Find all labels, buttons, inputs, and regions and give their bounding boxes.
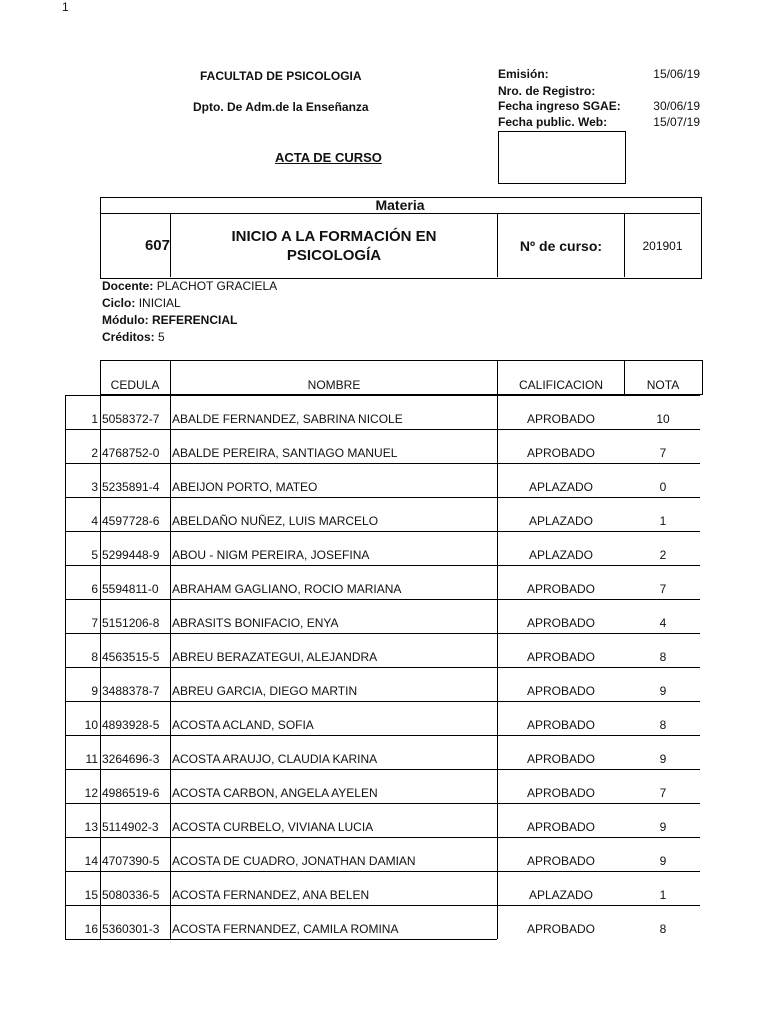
cedula-cell: 4563515-5	[102, 650, 160, 664]
row-border	[65, 565, 66, 599]
page-title: ACTA DE CURSO	[275, 150, 382, 165]
cedula-cell: 5080336-5	[102, 888, 160, 902]
nota-cell: 7	[659, 582, 667, 596]
nota-cell: 9	[659, 684, 667, 698]
calificacion-cell: APLAZADO	[528, 548, 594, 562]
nota-cell: 10	[656, 412, 670, 426]
nota-cell: 7	[659, 786, 667, 800]
nota-cell: 9	[659, 854, 667, 868]
cedula-cell: 5058372-7	[102, 412, 160, 426]
nombre-cell: ABEIJON PORTO, MATEO	[172, 480, 318, 494]
nota-cell: 1	[659, 514, 667, 528]
row-border	[65, 599, 700, 600]
nota-cell: 4	[659, 616, 667, 630]
nombre-cell: ABALDE FERNANDEZ, SABRINA NICOLE	[172, 412, 403, 426]
row-border	[100, 599, 101, 633]
nota-cell: 2	[659, 548, 667, 562]
materia-name-line2: PSICOLOGÍA	[286, 246, 382, 264]
nota-cell: 7	[659, 446, 667, 460]
row-border	[170, 463, 171, 497]
row-border	[100, 497, 101, 531]
row-border	[65, 939, 497, 940]
docente-label: Docente:	[102, 279, 154, 293]
emision-label: Emisión:	[498, 67, 549, 81]
calificacion-cell: APLAZADO	[528, 514, 594, 528]
row-number: 15	[84, 888, 98, 902]
nota-cell: 8	[659, 922, 667, 936]
cedula-cell: 5299448-9	[102, 548, 160, 562]
cedula-cell: 4986519-6	[102, 786, 160, 800]
cedula-cell: 5151206-8	[102, 616, 160, 630]
cedula-cell: 4597728-6	[102, 514, 160, 528]
nota-cell: 8	[659, 718, 667, 732]
ciclo-value: INICIAL	[138, 296, 181, 310]
row-border	[100, 871, 101, 905]
row-number: 13	[84, 820, 98, 834]
row-border	[65, 769, 66, 803]
row-border	[65, 871, 66, 905]
cedula-cell: 5594811-0	[102, 582, 159, 596]
row-border	[65, 905, 66, 939]
nombre-cell: ACOSTA ACLAND, SOFIA	[172, 718, 314, 732]
nombre-cell: ACOSTA FERNANDEZ, ANA BELEN	[172, 888, 370, 902]
row-border	[170, 871, 171, 905]
faculty-name: FACULTAD DE PSICOLOGIA	[200, 69, 362, 83]
modulo-line	[102, 313, 237, 327]
row-border	[65, 735, 66, 769]
calificacion-cell: APLAZADO	[528, 888, 594, 902]
cedula-cell: 5360301-3	[102, 922, 160, 936]
row-number: 2	[91, 446, 98, 460]
calificacion-cell: APROBADO	[526, 684, 595, 698]
row-border	[100, 395, 101, 429]
cedula-cell: 3488378-7	[102, 684, 160, 698]
row-border	[100, 837, 101, 871]
cedula-cell: 4893928-5	[102, 718, 160, 732]
curso-value: 201901	[642, 238, 683, 253]
row-border	[65, 395, 66, 429]
row-border	[100, 769, 101, 803]
calificacion-cell: APROBADO	[526, 786, 595, 800]
cedula-cell: 5235891-4	[102, 480, 160, 494]
ciclo-line	[102, 296, 181, 310]
materia-code: 607	[100, 214, 171, 277]
materia-name	[171, 214, 498, 277]
nombre-cell: ABREU BERAZATEGUI, ALEJANDRA	[172, 650, 378, 664]
calificacion-cell: APROBADO	[526, 650, 595, 664]
row-border	[65, 803, 700, 804]
nombre-cell: ABOU - NIGM PEREIRA, JOSEFINA	[172, 548, 370, 562]
row-border	[170, 599, 171, 633]
row-number: 3	[91, 480, 98, 494]
row-number: 12	[84, 786, 98, 800]
curso-label: Nº de curso:	[498, 214, 625, 277]
row-number: 10	[84, 718, 98, 732]
row-border	[100, 803, 101, 837]
row-border	[100, 905, 101, 939]
row-border	[100, 633, 101, 667]
row-border	[65, 803, 66, 837]
creditos-line	[102, 330, 165, 344]
row-number: 6	[91, 582, 98, 596]
calificacion-cell: APROBADO	[526, 922, 595, 936]
row-border	[65, 837, 66, 871]
row-border	[170, 531, 171, 565]
row-border	[170, 395, 171, 429]
row-number: 7	[91, 616, 98, 630]
row-border	[65, 497, 700, 498]
modulo-label: Módulo:	[102, 313, 149, 327]
row-border	[65, 497, 66, 531]
row-border	[65, 905, 700, 906]
row-border	[170, 735, 171, 769]
nombre-cell: ABELDAÑO NUÑEZ, LUIS MARCELO	[172, 514, 379, 528]
row-border	[65, 531, 66, 565]
row-border	[65, 701, 700, 702]
nombre-cell: ABALDE PEREIRA, SANTIAGO MANUEL	[172, 446, 398, 460]
row-border	[65, 667, 700, 668]
nota-cell: 8	[659, 650, 667, 664]
sgae-date-value: 30/06/19	[653, 99, 700, 113]
nombre-cell: ABRAHAM GAGLIANO, ROCIO MARIANA	[172, 582, 402, 596]
modulo-value: REFERENCIAL	[152, 313, 238, 327]
row-border	[100, 565, 101, 599]
calificacion-cell: APROBADO	[526, 854, 595, 868]
row-border	[100, 701, 101, 735]
cedula-cell: 4707390-5	[102, 854, 160, 868]
row-border	[65, 531, 700, 532]
calificacion-cell: APROBADO	[526, 820, 595, 834]
row-border	[170, 769, 171, 803]
nota-cell: 0	[659, 480, 667, 494]
row-border	[170, 497, 171, 531]
web-date-value: 15/07/19	[653, 115, 700, 129]
row-border	[65, 599, 66, 633]
creditos-label: Créditos:	[102, 330, 155, 344]
calificacion-cell: APROBADO	[526, 718, 595, 732]
column-header-nota: NOTA	[646, 378, 680, 392]
nota-cell: 1	[659, 888, 667, 902]
row-border	[65, 633, 66, 667]
row-number: 16	[84, 922, 98, 936]
row-border	[65, 463, 700, 464]
row-number: 14	[84, 854, 98, 868]
row-number: 4	[91, 514, 98, 528]
row-border	[170, 565, 171, 599]
column-header-calificacion: CALIFICACION	[518, 378, 603, 392]
row-border	[100, 429, 101, 463]
cedula-cell: 4768752-0	[102, 446, 160, 460]
row-border	[170, 429, 171, 463]
ciclo-label: Ciclo:	[102, 296, 136, 310]
creditos-value: 5	[158, 330, 165, 344]
column-header-cedula: CEDULA	[110, 378, 160, 392]
row-border	[65, 429, 700, 430]
calificacion-cell: APROBADO	[526, 412, 595, 426]
row-border	[65, 769, 700, 770]
row-border	[65, 735, 700, 736]
docente-value: PLACHOT GRACIELA	[156, 279, 278, 293]
nombre-cell: ABRASITS BONIFACIO, ENYA	[172, 616, 339, 630]
row-number: 8	[91, 650, 98, 664]
row-number: 11	[85, 752, 98, 766]
web-date-label: Fecha public. Web:	[498, 115, 608, 129]
emision-value: 15/06/19	[653, 67, 700, 81]
calificacion-cell: APLAZADO	[528, 480, 594, 494]
row-border	[100, 735, 101, 769]
row-border	[65, 837, 700, 838]
stamp-box	[498, 131, 626, 184]
calificacion-cell: APROBADO	[526, 446, 595, 460]
row-border	[100, 667, 101, 701]
row-border	[100, 531, 101, 565]
row-border	[100, 463, 101, 497]
row-border	[170, 667, 171, 701]
column-header-nombre: NOMBRE	[307, 378, 361, 392]
row-border	[65, 871, 700, 872]
nombre-cell: ABREU GARCIA, DIEGO MARTIN	[172, 684, 358, 698]
nombre-cell: ACOSTA DE CUADRO, JONATHAN DAMIAN	[172, 854, 416, 868]
page-number: 1	[62, 0, 69, 14]
row-border	[65, 463, 66, 497]
materia-name-line1: INICIO A LA FORMACIÓN EN	[231, 227, 437, 245]
nombre-cell: ACOSTA FERNANDEZ, CAMILA ROMINA	[172, 922, 399, 936]
row-number: 5	[91, 548, 98, 562]
row-border	[65, 701, 66, 735]
registro-label: Nro. de Registro:	[498, 84, 596, 98]
row-border	[170, 837, 171, 871]
sgae-date-label: Fecha ingreso SGAE:	[498, 99, 621, 113]
department-name: Dpto. De Adm.de la Enseñanza	[193, 100, 369, 114]
row-border	[170, 701, 171, 735]
nombre-cell: ACOSTA ARAUJO, CLAUDIA KARINA	[172, 752, 378, 766]
calificacion-cell: APROBADO	[526, 752, 595, 766]
row-number: 9	[91, 684, 98, 698]
row-border	[65, 429, 66, 463]
nota-cell: 9	[659, 752, 667, 766]
cedula-cell: 5114902-3	[102, 820, 159, 834]
row-border	[65, 633, 700, 634]
materia-heading: Materia	[100, 198, 700, 214]
row-border	[65, 565, 700, 566]
row-border	[170, 803, 171, 837]
row-number: 1	[91, 412, 98, 426]
row-border	[65, 667, 66, 701]
calificacion-cell: APROBADO	[526, 616, 595, 630]
row-border	[65, 395, 700, 396]
docente-line	[102, 279, 277, 293]
row-border	[170, 633, 171, 667]
row-border	[170, 905, 171, 939]
calificacion-cell: APROBADO	[526, 582, 595, 596]
nota-cell: 9	[659, 820, 667, 834]
cedula-cell: 3264696-3	[102, 752, 160, 766]
nombre-cell: ACOSTA CURBELO, VIVIANA LUCIA	[172, 820, 374, 834]
nombre-cell: ACOSTA CARBON, ANGELA AYELEN	[172, 786, 378, 800]
